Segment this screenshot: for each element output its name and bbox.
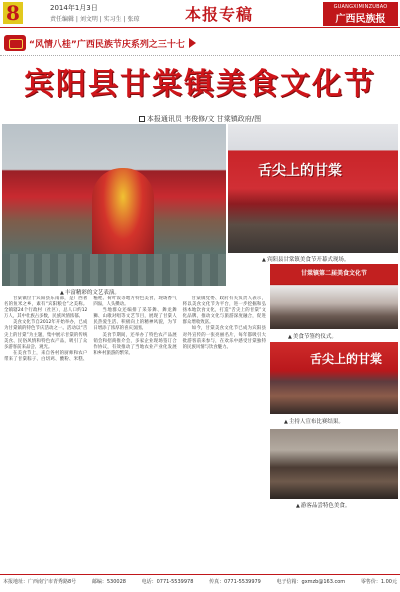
photo-caption-awards: ▲ 主持人宣布比赛结果。 [284, 417, 344, 425]
stage-floor [2, 254, 226, 286]
footer-fax: 传真：0771-5539979 [209, 579, 261, 585]
masthead [0, 0, 400, 28]
article-paragraph: 美食节期间，还举办了特色农产品展销会和招商推介会，多家企业现场签订合作协议，有效推动了当地农业产业化发展和乡村旅游的繁荣。 [93, 332, 177, 356]
footer-address: 本报地址：广西南宁市青秀路8号 [3, 579, 77, 585]
photo-caption-signing: ▲ 美食节签约仪式。 [288, 332, 337, 340]
photo-signing [270, 264, 398, 329]
brand-english: GUANGXIMINZUBAO [333, 4, 388, 10]
footer-email: 电子信箱：gxmzb@163.com [276, 579, 346, 585]
square-icon [139, 116, 145, 122]
series-title: “风情八桂”广西民族节庆系列之三十七 [29, 39, 185, 50]
footer-postcode: 邮编：530028 [91, 579, 126, 585]
editor-credit: 责任编辑 | 刘文明 | 实习生 | 张琼 [50, 16, 140, 23]
footer-price: 零售价：1.00元 [360, 579, 397, 585]
photo-caption-tasting: ▲ 游客品尝特色美食。 [296, 501, 350, 509]
photo-strip-text: 甘棠镇第二届美食文化节 [270, 264, 398, 284]
issue-date: 2014年1月3日 [50, 4, 98, 12]
brand-chinese: 广西民族报 [335, 14, 386, 25]
byline-text: 本报通讯员 韦俊修/文 甘棠镇政府/图 [146, 115, 262, 123]
photo-tasting [270, 429, 398, 499]
photo-performance [2, 124, 226, 286]
photo-caption-opening: ▲ 宾阳县甘棠镇美食节开幕式现场。 [262, 255, 349, 263]
article-paragraph: 美食文化节自2012年开始举办，已成为甘棠镇的特色节庆活动之一。活动以“舌尖上的甘棠”为主题，集中展示甘棠的传统美食、民俗风情和特色农产品，吸引了众多游客前来品尝、观光。 [4, 320, 88, 350]
photo-opening [228, 124, 398, 253]
series-banner [4, 34, 196, 52]
page-number: 8 [3, 2, 23, 24]
footer-phone: 电话：0771-5539978 [141, 579, 194, 585]
article-paragraph: 当地群众还编排了采茶舞、舞龙舞狮、山歌对唱等文艺节目，展现了甘棠人民热爱生活、积极向上的精神风貌，为节日增添了浓厚的喜庆氛围。 [93, 308, 177, 332]
series-logo-icon [4, 35, 26, 51]
article-paragraph: 如今，甘棠美食文化节已成为宾阳县对外宣传的一张亮丽名片，每年都吸引大批游客前来参与，在欢乐中感受甘棠独特的民族风情与饮食魅力。 [182, 326, 266, 350]
article-paragraph: 甘棠镇党委、政府有关负责人表示，将以美食文化节为平台，进一步挖掘和弘扬本地饮食文化，打造“舌尖上的甘棠”文化品牌，推动文化与旅游深度融合，促进群众增收致富。 [182, 296, 266, 326]
article-body [4, 296, 266, 563]
headline: 宾阳县甘棠镇美食文化节 [24, 67, 376, 102]
arrow-right-icon [189, 38, 196, 48]
photo-awards [270, 342, 398, 414]
photo-caption-performance: ▲ 丰富精彩的文艺表演。 [60, 288, 120, 296]
performer-figure [92, 168, 154, 264]
photo-banner-text: 舌尖上的甘棠 [258, 163, 342, 179]
photo-banner-text-2: 舌尖上的甘棠 [310, 352, 383, 366]
divider [0, 55, 400, 56]
article-paragraph: 甘棠镇位于宾阳县东南部，是广西著名的鱼米之乡，素有“宾阳粮仓”之美称。全镇辖24个行政村（社区），总人口约12万人，其中壮族占多数，民族风情浓郁。 [4, 296, 88, 320]
section-title: 本报专稿 [185, 5, 254, 24]
newspaper-brand [323, 2, 398, 26]
footer [0, 574, 400, 588]
byline [0, 114, 400, 124]
article-paragraph: 在美食节上，来自各村的厨师和农户带来了甘棠粽子、白切鸡、酸粉、米糕、糍粑、荷叶饭等地方特色美食，现场香气四溢，人头攒动。 [4, 296, 177, 362]
